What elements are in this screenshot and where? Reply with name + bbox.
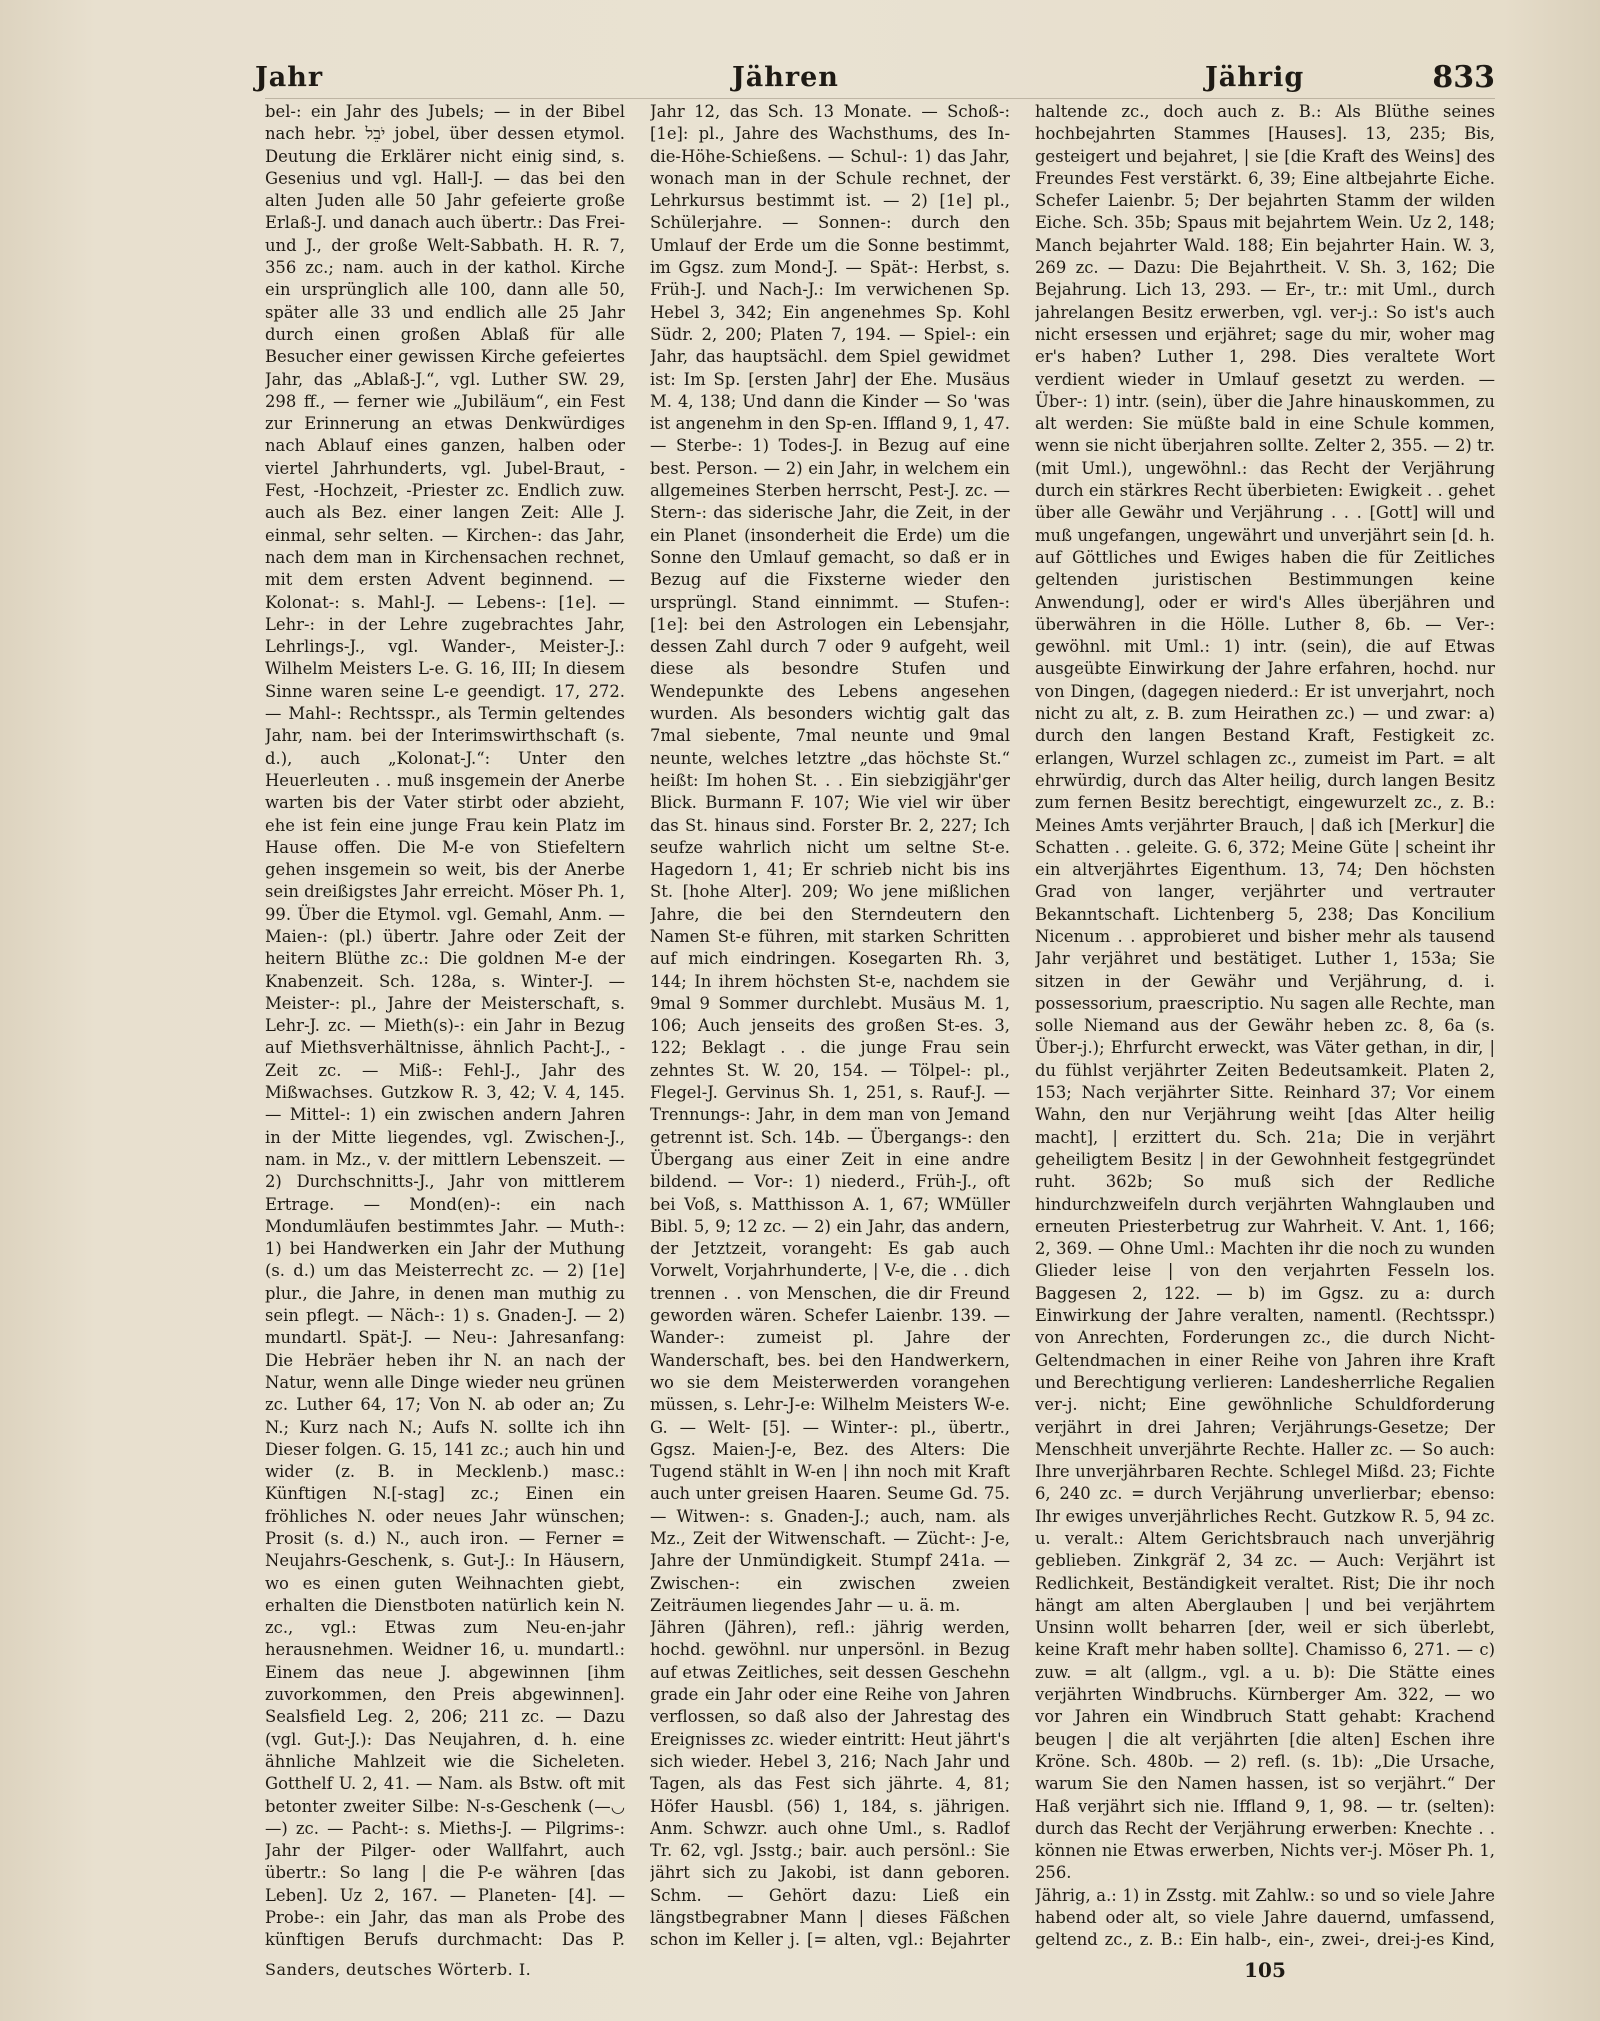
column-left-text: bel-: ein Jahr des Jubels; — in der Bibel nach hebr. יֹבֵל jobel, über dessen etymol. Deutung die Erklärer nicht einig sind, s. Gesenius und vgl. Hall-J. — das bei den alten Juden alle 50 Jahr gefeierte große Erlaß-J. und danach auch übertr.: Das Frei- und J., der große Welt-Sabbath. H. R. 7, 356 zc.; nam. auch in der kathol. Kirche ein ursprünglich alle 100, dann alle 50, später alle 33 und endlich alle 25 Jahr durch einen großen Ablaß für alle Besucher einer gewissen Kirche gefeiertes Jahr, das „Ablaß-J.“, vgl. Luther SW. 29, 298 ff., — ferner wie „Jubiläum“, ein Fest zur Erinnerung an etwas Denkwürdiges nach Ablauf eines ganzen, halben oder viertel Jahrhunderts, vgl. Jubel-Braut, -Fest, -Hochzeit, -Priester zc. Endlich zuw. auch als Bez. einer langen Zeit: Alle J. einmal, sehr selten. — Kirchen-: das Jahr, nach dem man in Kirchensachen rechnet, mit dem ersten Advent beginnend. — Kolonat-: s. Mahl-J. — Lebens-: [1e]. — Lehr-: in der Lehre zugebrachtes Jahr, Lehrlings-J., vgl. Wander-, Meister-J.: Wilhelm Meisters L-e. G. 16, III; In diesem Sinne waren seine L-e geendigt. 17, 272. — Mahl-: Rechtsspr., als Termin geltendes Jahr, nam. bei der Interimswirthschaft (s. d.), auch „Kolonat-J.“: Unter den Heuerleuten . . muß insgemein der Anerbe warten bis der Vater stirbt oder abzieht, ehe ist fein eine junge Frau kein Platz im Hause offen. Die M-e von Stiefeltern gehen insgemein so weit, bis der Anerbe sein dreißigstes Jahr erreicht. Möser Ph. 1, 99. Über die Etymol. vgl. Gemahl, Anm. — Maien-: (pl.) übertr. Jahre oder Zeit der heitern Blüthe zc.: Die goldnen M-e der Knabenzeit. Sch. 128a, s. Winter-J. — Meister-: pl., Jahre der Meisterschaft, s. Lehr-J. zc. — Mieth(s)-: ein Jahr in Bezug auf Miethsverhältnisse, ähnlich Pacht-J., -Zeit zc. — Miß-: Fehl-J., Jahr des Mißwachses. Gutzkow R. 3, 42; V. 4, 145. — Mittel-: 1) ein zwischen andern Jahren in der Mitte liegendes, vgl. Zwischen-J., nam. in Mz., v. der mittlern Lebenszeit. — 2) Durchschnitts-J., Jahr von mittlerem Ertrage. — Mond(en)-: ein nach Mondumläufen bestimmtes Jahr. — Muth-: 1) bei Handwerken ein Jahr der Muthung (s. d.) um das Meisterrecht zc. — 2) [1e] plur., die Jahre, in denen man muthig zu sein pflegt. — Näch-: 1) s. Gnaden-J. — 2) mundartl. Spät-J. — Neu-: Jahresanfang: Die Hebräer heben ihr N. an nach der Natur, wenn alle Dinge wieder neu grünen zc. Luther 64, 17; Von N. ab oder an; Zu N.; Kurz nach N.; Aufs N. sollte ich ihn Dieser folgen. G. 15, 141 zc.; auch hin und wider (z. B. in Mecklenb.) masc.: Künftigen N.[-stag] zc.; Einen ein fröhliches N. oder neues Jahr wünschen; Prosit (s. d.) N., auch iron. — Ferner = Neujahrs-Geschenk, s. Gut-J.: In Häusern, wo es einen guten Weihnachten giebt, erhalten die Dienstboten natürlich kein N. zc., vgl.: Etwas zum Neu-en-jahr herausnehmen. Weidner 16, u. mundartl.: Einem das neue J. abgewinnen [ihm zuvorkommen, den Preis abgewinnen]. Sealsfield Leg. 2, 206; 211 zc. — Dazu (vgl. Gut-J.): Das Neujahren, d. h. eine ähnliche Mahlzeit wie die Sicheleten. Gotthelf U. 2, 41. — Nam. als Bstw. oft mit betonter zweiter Silbe: N-s-Geschenk (—◡—) zc. — Pacht-: s. Mieths-J. — Pilgrims-: Jahr der Pilger- oder Wallfahrt, auch übertr.: So lang | die P-e währen [das Leben]. Uz 2, 167. — Planeten- [4]. — Probe-: ein Jahr, das man als Probe des künftigen Berufs durchmacht: Das P. xyxy=(265,102,625,1950)
column-left xyxy=(265,101,625,1951)
column-right xyxy=(1035,101,1495,1951)
column-right-text: haltende zc., doch auch z. B.: Als Blüthe seines hochbejahrten Stammes [Hauses]. 13, 235; Bis, gesteigert und bejahret, | sie [die Kraft des Weins] des Freundes Fest verstärkt. 6, 39; Eine altbejahrte Eiche. Schefer Laienbr. 5; Der bejahrten Stamm der wilden Eiche. Sch. 35b; Spaus mit bejahrtem Wein. Uz 2, 148; Manch bejahrter Wald. 188; Ein bejahrter Hain. W. 3, 269 zc. — Dazu: Die Bejahrtheit. V. Sh. 3, 162; Die Bejahrung. Lich 13, 293. — Er-, tr.: mit Uml., durch jahrelangen Besitz erwerben, vgl. ver-j.: So ist's auch nicht ersessen und erjähret; sage du mir, woher mag er's haben? Luther 1, 298. Dies veraltete Wort verdient wieder in Umlauf gesetzt zu werden. — Über-: 1) intr. (sein), über die Jahre hinauskommen, zu alt werden: Sie müßte bald in eine Schule kommen, wenn sie nicht überjahren sollte. Zelter 2, 355. — 2) tr. (mit Uml.), ungewöhnl.: das Recht der Verjährung durch ein stärkres Recht überbieten: Ewigkeit . . gehet über alle Gewähr und Verjährung . . . [Gott] will und muß ungefangen, ungewährt und unverjährt sein [d. h. auf Göttliches und Ewiges haben die für Zeitliches geltenden juristischen Bestimmungen keine Anwendung], oder er wird's Alles überjähren und überwähren in die Hölle. Luther 8, 6b. — Ver-: gewöhnl. mit Uml.: 1) intr. (sein), die auf Etwas ausgeübte Einwirkung der Jahre erfahren, hochd. nur von Dingen, (dagegen niederd.: Er ist unverjahrt, noch nicht zu alt, z. B. zum Heirathen zc.) — und zwar: a) durch den langen Bestand Kraft, Festigkeit zc. erlangen, Wurzel schlagen zc., zumeist im Part. = alt ehrwürdig, durch das Alter heilig, durch langen Besitz zum fernen Besitz berechtigt, eingewurzelt zc., z. B.: Meines Amts verjährter Brauch, | daß ich [Merkur] die Schatten . . geleite. G. 6, 372; Meine Güte | scheint ihr ein altverjährtes Eigenthum. 13, 74; Den höchsten Grad von langer, verjährter und vertrauter Bekanntschaft. Lichtenberg 5, 238; Das Koncilium Nicenum . . approbieret und bisher mehr als tausend Jahr verjähret und bestätiget. Luther 1, 153a; Sie sitzen in der Gewähr und Verjährung, d. i. possessorium, praescriptio. Nu sagen alle Rechte, man solle Niemand aus der Gewähr heben zc. 8, 6a (s. Über-j.); Ehrfurcht erweckt, was Väter gethan, in dir, | du fühlst verjährter Zeiten Bedeutsamkeit. Platen 2, 153; Nach verjährter Sitte. Reinhard 37; Vor einem Wahn, den nur Verjährung weiht [das Alter heilig macht], | erzittert du. Sch. 21a; Die in verjährt geheiligtem Besitz | in der Gewohnheit festgegründet ruht. 362b; So muß sich der Redliche hindurchzweifeln durch verjährten Wahnglauben und erneuten Priesterbetrug zur Wahrheit. V. Ant. 1, 166; 2, 369. — Ohne Uml.: Machten ihr die noch zu wunden Glieder leise | von den verjahrten Fesseln los. Baggesen 2, 122. — b) im Ggsz. zu a: durch Einwirkung der Jahre veralten, namentl. (Rechtsspr.) von Anrechten, Forderungen zc., die durch Nicht-Geltendmachen in einer Reihe von Jahren ihre Kraft und Berechtigung verlieren: Landesherrliche Regalien ver-j. nicht; Eine gewöhnliche Schuldforderung verjährt in drei Jahren; Verjährungs-Gesetze; Der Menschheit unverjährte Rechte. Haller zc. — So auch: Ihre unverjährbaren Rechte. Schlegel Mißd. 23; Fichte 6, 240 zc. = durch Verjährung unverlierbar; ebenso: Ihr ewiges unverjährliches Recht. Gutzkow R. 5, 94 zc. u. veralt.: Altem Gerichtsbrauch nach unverjährig geblieben. Zinkgräf 2, 34 zc. — Auch: Verjährt ist Redlichkeit, Beständigkeit veraltet. Rist; Die ihr noch hängt am alten Aberglauben | und bei verjährtem Unsinn wollt beharren [der, weil er sich überlebt, keine Kraft mehr haben sollte]. Chamisso 6, 271. — c) zuw. = alt (allgm., vgl. a u. b): Die Stätte eines verjährten Windbruchs. Kürnberger Am. 322, — wo vor Jahren ein Windbruch Statt gehabt: Krachend beugen | die alt verjährten [die alten] Eschen ihre Kröne. Sch. 480b. — 2) refl. (s. 1b): „Die Ursache, warum Sie den Namen hassen, ist so verjährt.“ Der Haß verjährt sich nie. Iffland 9, 1, 98. — tr. (selten): durch das Recht der Verjährung erwerben: Knechte . . können nie Etwas erwerben, Nichts ver-j. Möser Ph. 1, 256. Jährig, a.: 1) in Zsstg. mit Zahlw.: so und so viele Jahre habend oder alt, so viele Jahre dauernd, umfassend, geltend zc., z. B.: Ein halb-, ein-, zwei-, drei-j-es Kind, xyxy=(1035,102,1495,1950)
footer-imprint: Sanders, deutsches Wörterb. I. xyxy=(265,1960,532,1979)
column-middle-text: Jahr 12, das Sch. 13 Monate. — Schoß-: [1e]: pl., Jahre des Wachsthums, des In-die-Höhe-Schießens. — Schul-: 1) das Jahr, wonach man in der Schule rechnet, der Lehrkursus bestimmt ist. — 2) [1e] pl., Schülerjahre. — Sonnen-: durch den Umlauf der Erde um die Sonne bestimmt, im Ggsz. zum Mond-J. — Spät-: Herbst, s. Früh-J. und Nach-J.: Im verwichenen Sp. Hebel 3, 342; Ein angenehmes Sp. Kohl Südr. 2, 200; Platen 7, 194. — Spiel-: ein Jahr, das hauptsächl. dem Spiel gewidmet ist: Im Sp. [ersten Jahr] der Ehe. Musäus M. 4, 138; Und dann die Kinder — So 'was ist angenehm in den Sp-en. Iffland 9, 1, 47. — Sterbe-: 1) Todes-J. in Bezug auf eine best. Person. — 2) ein Jahr, in welchem ein allgemeines Sterben herrscht, Pest-J. zc. — Stern-: das siderische Jahr, die Zeit, in der ein Planet (insonderheit die Erde) um die Sonne den Umlauf gemacht, so daß er in Bezug auf die Fixsterne wieder den ursprüngl. Stand einnimmt. — Stufen-: [1e]: bei den Astrologen ein Lebensjahr, dessen Zahl durch 7 oder 9 aufgeht, weil diese als besondre Stufen und Wendepunkte des Lebens angesehen wurden. Als besonders wichtig galt das 7mal siebente, 7mal neunte und 9mal neunte, welches letztre „das höchste St.“ heißt: Im hohen St. . . Ein siebzigjähr'ger Blick. Burmann F. 107; Wie viel wir über das St. hinaus sind. Forster Br. 2, 227; Ich seufze wahrlich nicht um seltne St-e. Hagedorn 1, 41; Er schrieb nicht bis ins St. [hohe Alter]. 209; Wo jene mißlichen Jahre, die bei den Sterndeutern den Namen St-e führen, mit starken Schritten auf mich eindringen. Kosegarten Rh. 3, 144; In ihrem höchsten St-e, nachdem sie 9mal 9 Sommer durchlebt. Musäus M. 1, 106; Auch jenseits des großen St-es. 3, 122; Beklagt . . die junge Frau sein zehntes St. W. 20, 154. — Tölpel-: pl., Flegel-J. Gervinus Sh. 1, 251, s. Rauf-J. — Trennungs-: Jahr, in dem man von Jemand getrennt ist. Sch. 14b. — Übergangs-: den Übergang aus einer Zeit in eine andre bildend. — Vor-: 1) niederd., Früh-J., oft bei Voß, s. Matthisson A. 1, 67; WMüller Bibl. 5, 9; 12 zc. — 2) ein Jahr, das andern, der Jetztzeit, vorangeht: Es gab auch Vorwelt, Vorjahrhunderte, | V-e, die . . dich trennen . . von Menschen, die dir Freund geworden wären. Schefer Laienbr. 139. — Wander-: zumeist pl. Jahre der Wanderschaft, bes. bei den Handwerkern, wo sie dem Meisterwerden vorangehen müssen, s. Lehr-J-e: Wilhelm Meisters W-e. G. — Welt- [5]. — Winter-: pl., übertr., Ggsz. Maien-J-e, Bez. des Alters: Die Tugend stählt in W-en | ihn noch mit Kraft auch unter greisen Haaren. Seume Gd. 75. — Witwen-: s. Gnaden-J.; auch, nam. als Mz., Zeit der Witwenschaft. — Zücht-: J-e, Jahre der Unmündigkeit. Stumpf 241a. — Zwischen-: ein zwischen zweien Zeiträumen liegendes Jahr — u. ä. m. Jähren (Jähren), refl.: jährig werden, hochd. gewöhnl. nur unpersönl. in Bezug auf etwas Zeitliches, seit dessen Geschehn grade ein Jahr oder eine Reihe von Jahren verflossen, so daß also der Jahrestag des Ereignisses zc. wieder eintritt: Heut jährt's sich wieder. Hebel 3, 216; Nach Jahr und Tagen, als das Fest sich jährte. 4, 81; Höfer Hausbl. (56) 1, 184, s. jährigen. Anm. Schwzr. auch ohne Uml., s. Radlof Tr. 62, vgl. Jsstg.; bair. auch persönl.: Sie jährt sich zu Jakobi, ist dann geboren. Schm. — Gehört dazu: Ließ ein längstbegrabner Mann | dieses Fäßchen schon im Keller j. [= alten, vgl.: Bejahrter xyxy=(650,102,1010,1950)
center-running-head: Jähren xyxy=(732,62,839,93)
signature-mark: 105 xyxy=(1244,1958,1286,1982)
column-middle xyxy=(650,101,1010,1951)
page-number: 833 xyxy=(1432,60,1495,95)
right-running-head: Jährig xyxy=(1205,62,1305,93)
header-rule xyxy=(265,98,1495,99)
left-running-head: Jahr xyxy=(255,62,324,93)
page-header xyxy=(255,58,1495,98)
